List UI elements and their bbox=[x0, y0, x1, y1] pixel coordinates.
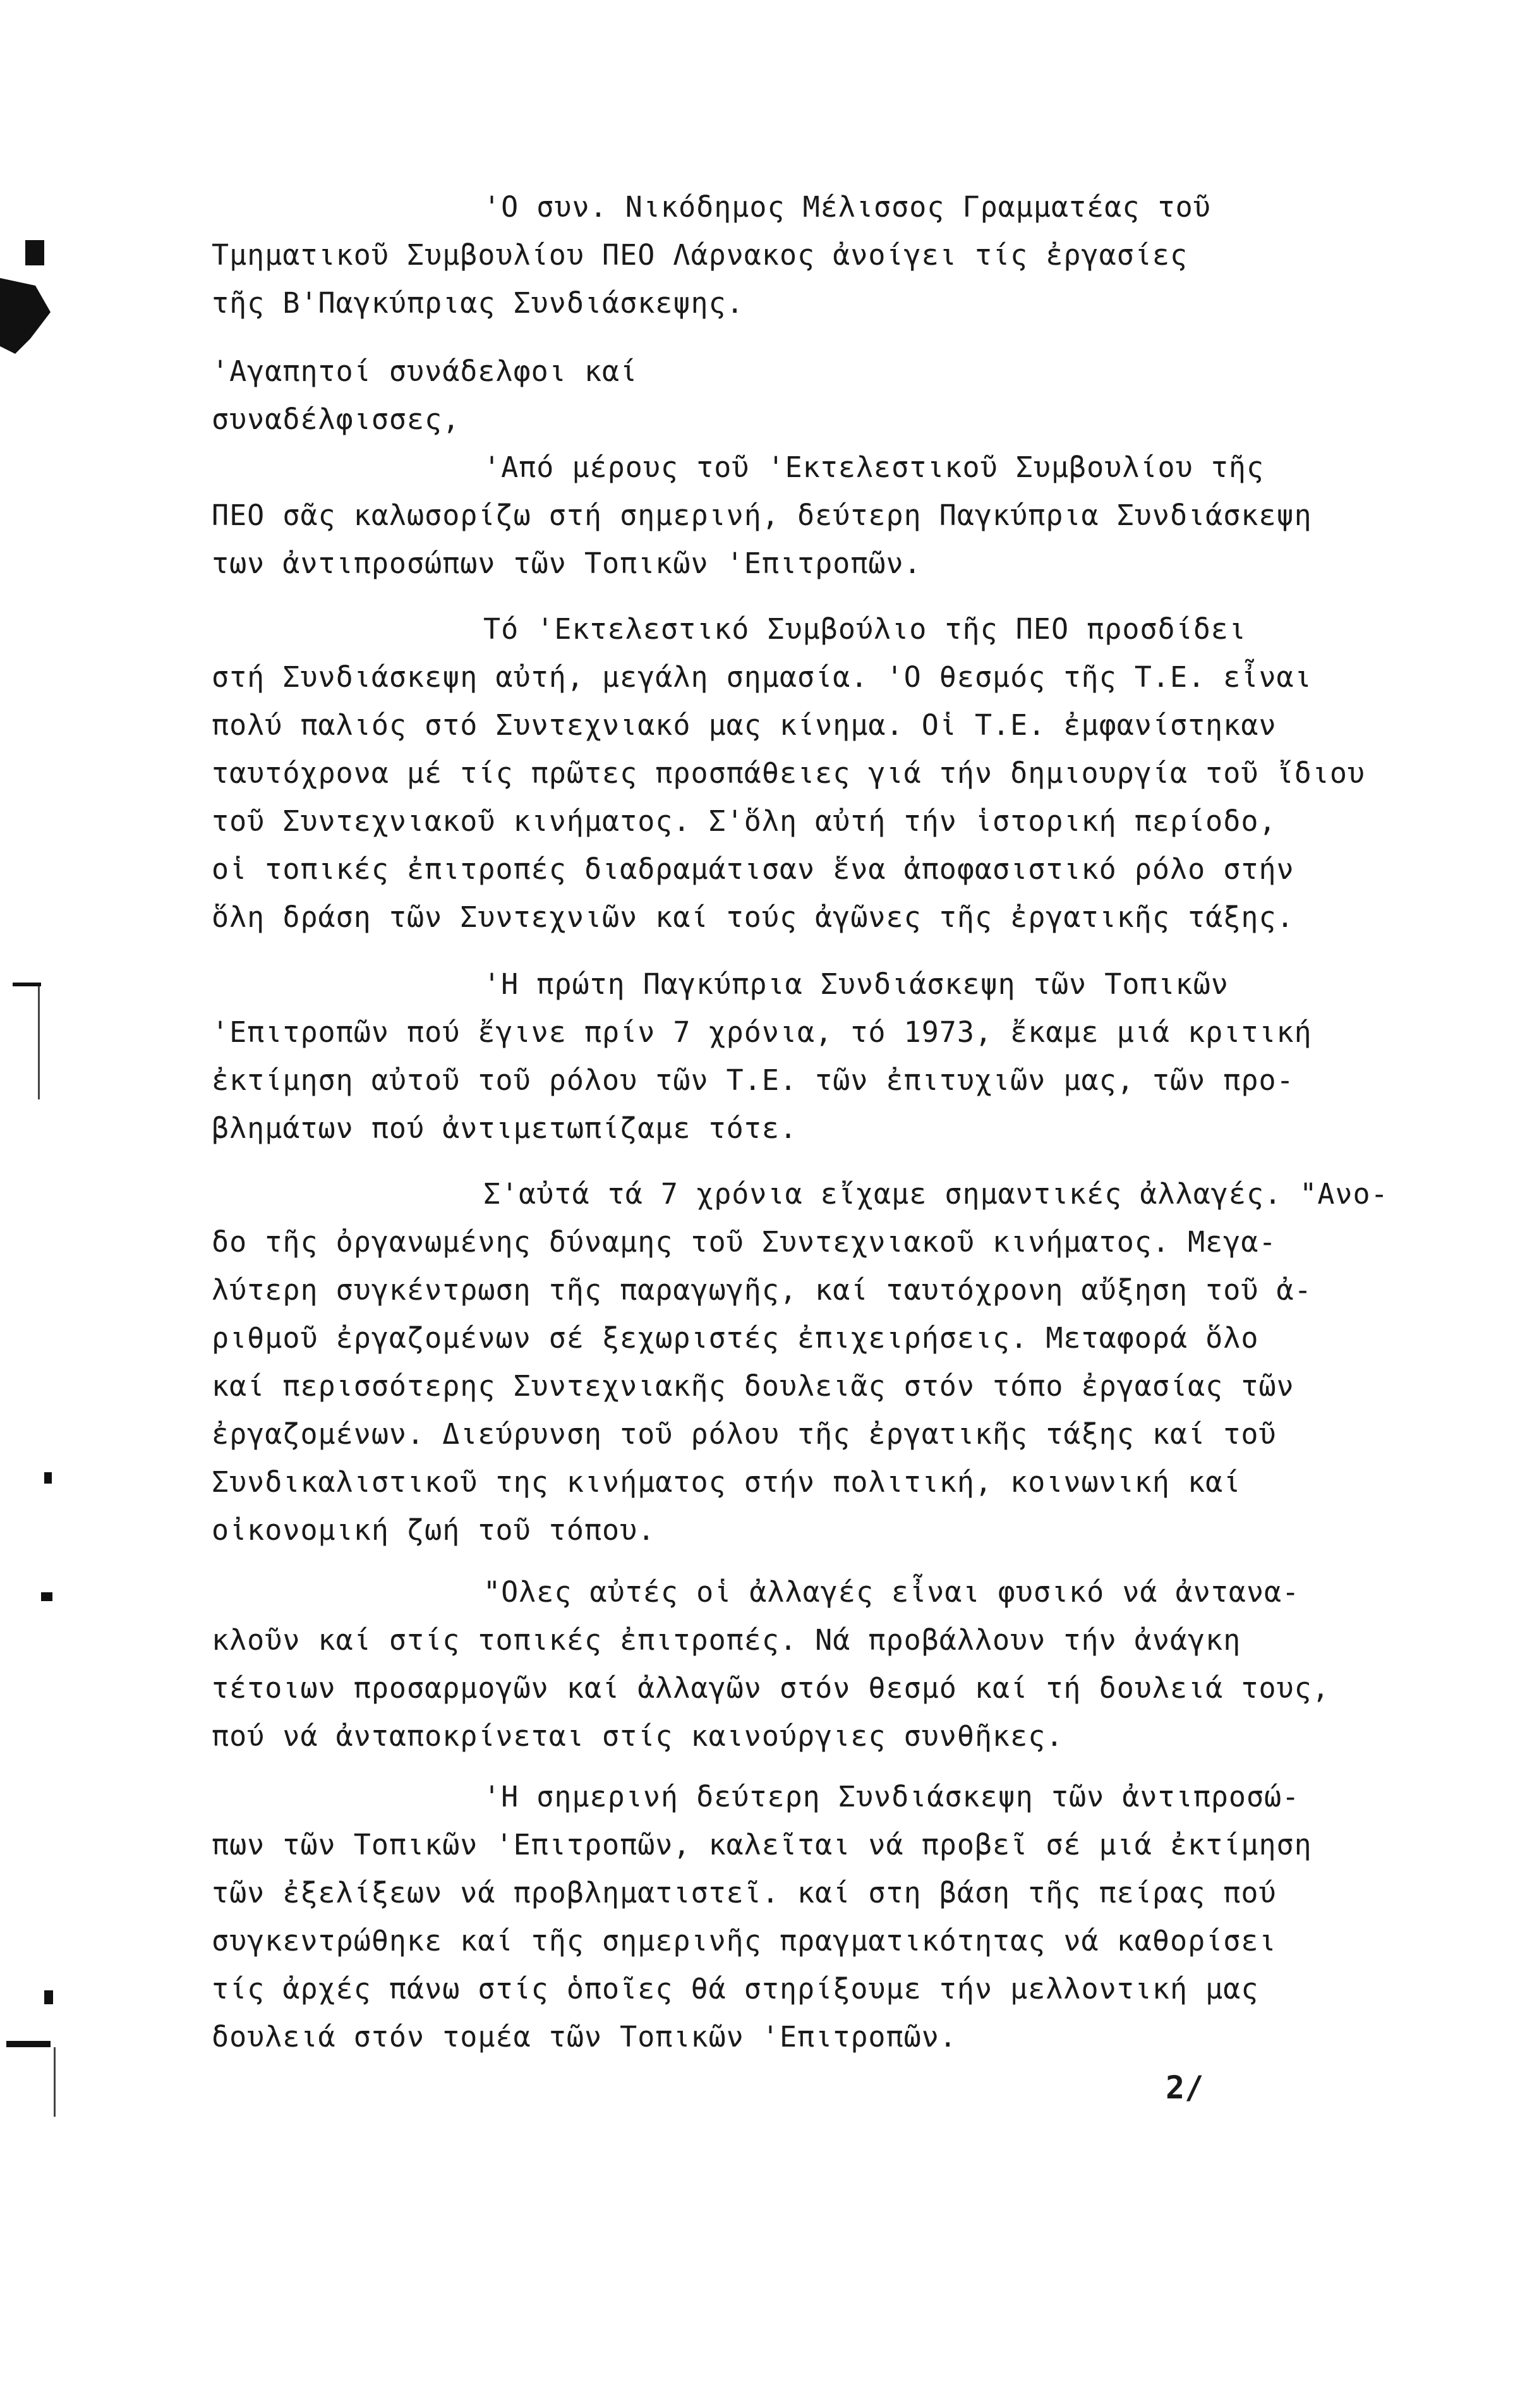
paragraph-6-line-7: Συνδικαλιστικοῦ της κινήματος στήν πολιτική, κοινωνική καί bbox=[212, 1465, 1241, 1499]
paragraph-8-line-6: δουλειά στόν τομέα τῶν Τοπικῶν 'Επιτροπῶν. bbox=[212, 2020, 957, 2054]
paragraph-3-line-2: ΠΕΟ σᾶς καλωσορίζω στή σημερινή, δεύτερη Παγκύπρια Συνδιάσκεψη bbox=[212, 499, 1312, 532]
paragraph-5-line-4: βλημάτων πού ἀντιμετωπίζαμε τότε. bbox=[212, 1111, 798, 1145]
paragraph-8-line-4: συγκεντρώθηκε καί τῆς σημερινῆς πραγματικότητας νά καθορίσει bbox=[212, 1924, 1277, 1957]
paragraph-5-line-3: ἐκτίμηση αὐτοῦ τοῦ ρόλου τῶν Τ.Ε. τῶν ἐπιτυχιῶν μας, τῶν προ- bbox=[212, 1063, 1294, 1097]
paragraph-7-line-1: "Ολες αὐτές οἱ ἀλλαγές εἶναι φυσικό νά ἀντανα- bbox=[483, 1575, 1300, 1609]
paragraph-1-line-2: Τμηματικοῦ Συμβουλίου ΠΕΟ Λάρνακος ἀνοίγει τίς ἐργασίες bbox=[212, 238, 1188, 272]
paragraph-2-line-2: συναδέλφισσες, bbox=[212, 402, 461, 436]
paragraph-6-line-2: δο τῆς ὀργανωμένης δύναμης τοῦ Συντεχνιακοῦ κινήματος. Μεγα- bbox=[212, 1225, 1277, 1259]
scan-mark bbox=[6, 2041, 51, 2047]
paragraph-4-line-4: ταυτόχρονα μέ τίς πρῶτες προσπάθειες γιά τήν δημιουργία τοῦ ἴδιου bbox=[212, 756, 1365, 790]
scan-mark bbox=[41, 1592, 52, 1601]
paragraph-6-line-3: λύτερη συγκέντρωση τῆς παραγωγῆς, καί ταυτόχρονη αὔξηση τοῦ ἀ- bbox=[212, 1273, 1312, 1307]
paragraph-2-line-1: 'Αγαπητοί συνάδελφοι καί bbox=[212, 354, 638, 388]
scan-mark bbox=[13, 983, 41, 986]
paragraph-8-line-1: 'Η σημερινή δεύτερη Συνδιάσκεψη τῶν ἀντιπροσώ- bbox=[483, 1780, 1300, 1813]
paragraph-4-line-5: τοῦ Συντεχνιακοῦ κινήματος. Σ'ὅλη αὐτή τήν ἱστορική περίοδο, bbox=[212, 804, 1277, 838]
paragraph-6-line-6: ἐργαζομένων. Διεύρυνση τοῦ ρόλου τῆς ἐργατικῆς τάξης καί τοῦ bbox=[212, 1417, 1277, 1451]
paragraph-4-line-1: Τό 'Εκτελεστικό Συμβούλιο τῆς ΠΕΟ προσδίδει bbox=[483, 612, 1246, 646]
paragraph-6-line-1: Σ'αὐτά τά 7 χρόνια εἴχαμε σημαντικές ἀλλαγές. "Ανο- bbox=[483, 1177, 1389, 1211]
scan-mark bbox=[25, 240, 44, 265]
paragraph-6-line-4: ριθμοῦ ἐργαζομένων σέ ξεχωριστές ἐπιχειρήσεις. Μεταφορά ὅλο bbox=[212, 1321, 1259, 1355]
paragraph-1-line-1: 'Ο συν. Νικόδημος Μέλισσος Γραμματέας τοῦ bbox=[483, 190, 1211, 224]
paragraph-4-line-3: πολύ παλιός στό Συντεχνιακό μας κίνημα. Οἱ Τ.Ε. ἐμφανίστηκαν bbox=[212, 708, 1277, 742]
paragraph-4-line-6: οἱ τοπικές ἐπιτροπές διαδραμάτισαν ἕνα ἀποφασιστικό ρόλο στήν bbox=[212, 852, 1294, 886]
paragraph-7-line-3: τέτοιων προσαρμογῶν καί ἀλλαγῶν στόν θεσμό καί τή δουλειά τους, bbox=[212, 1671, 1330, 1705]
paragraph-7-line-2: κλοῦν καί στίς τοπικές ἐπιτροπές. Νά προβάλλουν τήν ἀνάγκη bbox=[212, 1623, 1241, 1657]
paragraph-6-line-8: οἰκονομική ζωή τοῦ τόπου. bbox=[212, 1513, 656, 1547]
paragraph-8-line-5: τίς ἀρχές πάνω στίς ὁποῖες θά στηρίξουμε τήν μελλοντική μας bbox=[212, 1972, 1259, 2006]
scan-mark bbox=[44, 1472, 52, 1484]
page-number: 2/ bbox=[1166, 2069, 1204, 2106]
scan-mark bbox=[44, 1990, 53, 2004]
paragraph-3-line-1: 'Από μέρους τοῦ 'Εκτελεστικοῦ Συμβουλίου τῆς bbox=[483, 451, 1265, 484]
paragraph-8-line-2: πων τῶν Τοπικῶν 'Επιτροπῶν, καλεῖται νά προβεῖ σέ μιά ἐκτίμηση bbox=[212, 1828, 1312, 1861]
scan-mark bbox=[38, 986, 40, 1099]
scan-mark bbox=[54, 2047, 56, 2117]
paragraph-7-line-4: πού νά ἀνταποκρίνεται στίς καινούργιες συνθῆκες. bbox=[212, 1719, 1064, 1753]
paragraph-4-line-7: ὅλη δράση τῶν Συντεχνιῶν καί τούς ἀγῶνες τῆς ἐργατικῆς τάξης. bbox=[212, 900, 1294, 934]
paragraph-6-line-5: καί περισσότερης Συντεχνιακῆς δουλειᾶς στόν τόπο ἐργασίας τῶν bbox=[212, 1369, 1294, 1403]
paragraph-5-line-1: 'Η πρώτη Παγκύπρια Συνδιάσκεψη τῶν Τοπικῶν bbox=[483, 967, 1229, 1001]
paragraph-4-line-2: στή Συνδιάσκεψη αὐτή, μεγάλη σημασία. 'Ο θεσμός τῆς Τ.Ε. εἶναι bbox=[212, 660, 1312, 694]
paragraph-8-line-3: τῶν ἐξελίξεων νά προβληματιστεῖ. καί στη βάση τῆς πείρας πού bbox=[212, 1876, 1277, 1909]
paragraph-1-line-3: τῆς Β'Παγκύπριας Συνδιάσκεψης. bbox=[212, 286, 744, 320]
paragraph-5-line-2: 'Επιτροπῶν πού ἔγινε πρίν 7 χρόνια, τό 1973, ἔκαμε μιά κριτική bbox=[212, 1015, 1312, 1049]
paragraph-3-line-3: των ἀντιπροσώπων τῶν Τοπικῶν 'Επιτροπῶν. bbox=[212, 547, 922, 580]
scan-smudge bbox=[0, 278, 51, 354]
